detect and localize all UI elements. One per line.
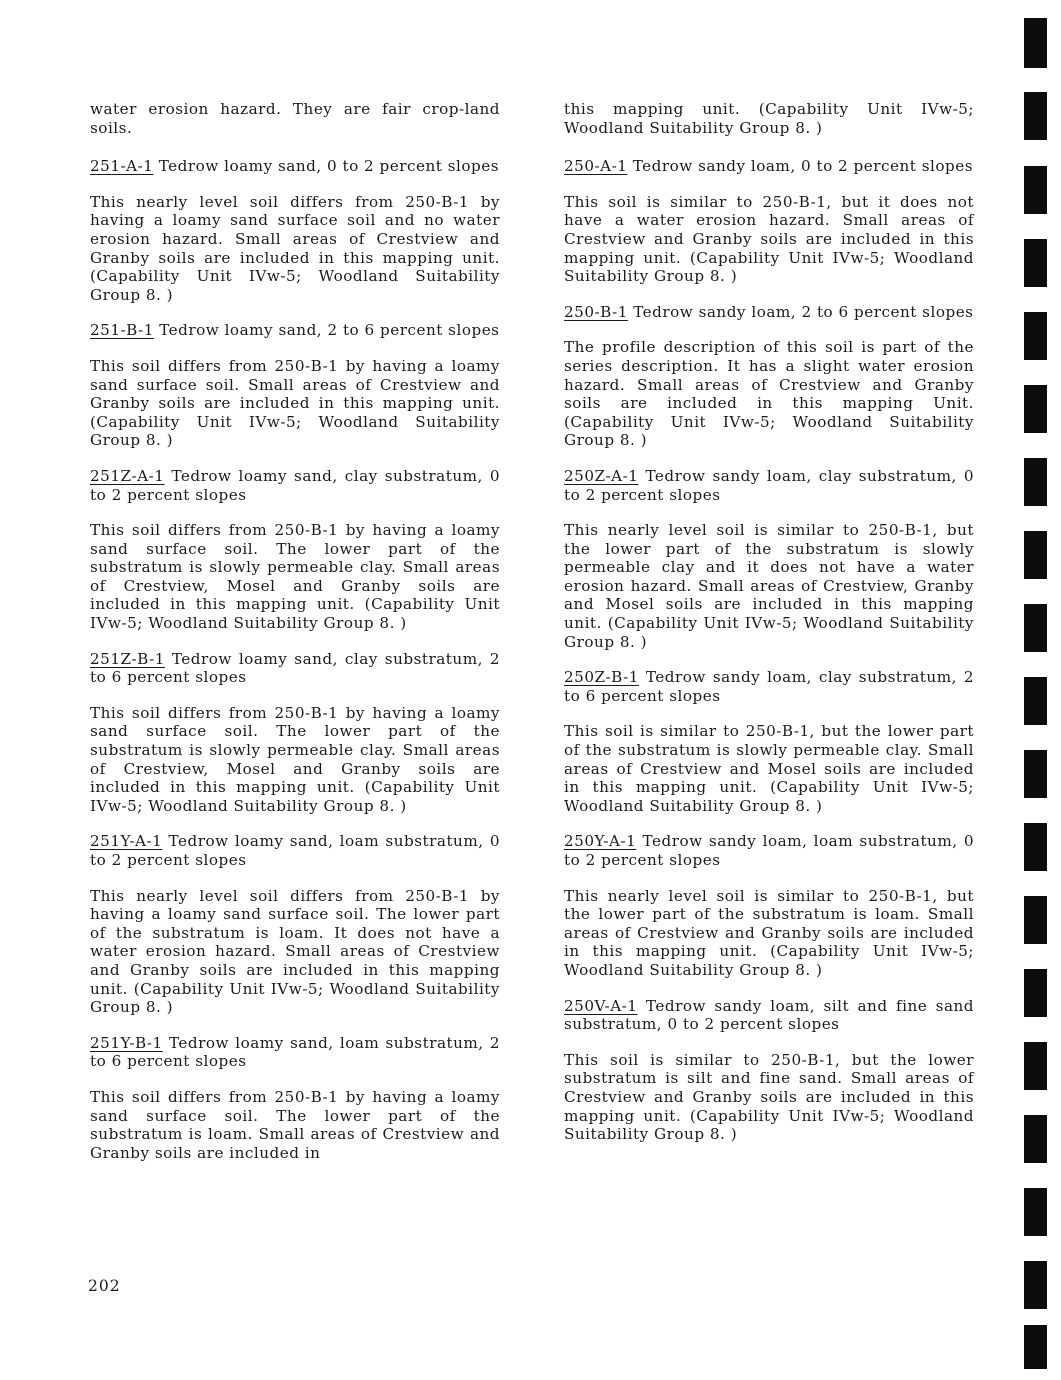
soil-unit-heading bbox=[90, 321, 500, 340]
soil-unit-title: Tedrow loamy sand, clay substratum, 0 to 2 percent slopes bbox=[90, 466, 500, 504]
soil-unit-title: Tedrow loamy sand, 2 to 6 percent slopes bbox=[159, 321, 500, 340]
soil-unit-heading bbox=[564, 997, 974, 1034]
map-symbol: 250Z-B-1 bbox=[564, 668, 639, 687]
map-symbol: 251-B-1 bbox=[90, 321, 154, 340]
map-symbol: 251Z-B-1 bbox=[90, 649, 165, 668]
scan-edge-marks bbox=[1024, 0, 1054, 1380]
paragraph: This nearly level soil differs from 250-B-1 by having a loamy sand surface soil. The lower part of the substratum is loam. It does not have a water erosion hazard. Small areas of Crestview and Granby soils are included in this mapping unit. (Capability Unit IVw-5; Woodland Suitability Group 8. ) bbox=[90, 886, 500, 1017]
soil-unit-heading bbox=[90, 1034, 500, 1071]
soil-unit-title: Tedrow sandy loam, clay substratum, 0 to 2 percent slopes bbox=[564, 466, 974, 504]
soil-unit-title: Tedrow loamy sand, 0 to 2 percent slopes bbox=[158, 157, 500, 176]
scan-mark bbox=[1024, 823, 1047, 871]
soil-unit-heading bbox=[90, 832, 500, 869]
scan-mark bbox=[1024, 1325, 1047, 1369]
soil-unit-heading bbox=[90, 650, 500, 687]
soil-unit-heading bbox=[564, 832, 974, 869]
paragraph: This soil differs from 250-B-1 by having a loamy sand surface soil. The lower part of the substratum is loam. Small areas of Crestview and Granby soils are included in bbox=[90, 1087, 500, 1162]
scan-mark bbox=[1024, 969, 1047, 1017]
left-column bbox=[90, 100, 500, 1179]
scan-mark bbox=[1024, 750, 1047, 798]
soil-unit-heading bbox=[564, 303, 974, 322]
soil-unit-title: Tedrow sandy loam, clay substratum, 2 to 6 percent slopes bbox=[564, 668, 975, 705]
scan-mark bbox=[1024, 531, 1047, 579]
page-number: 202 bbox=[88, 1277, 121, 1295]
paragraph: This soil differs from 250-B-1 by having a loamy sand surface soil. The lower part of the substratum is slowly permeable clay. Small areas of Crestview, Mosel and Granby soils are included in this mapping unit. (Capability Unit IVw-5; Woodland Suitability Group 8. ) bbox=[90, 703, 500, 815]
paragraph: this mapping unit. (Capability Unit IVw-5; Woodland Suitability Group 8. ) bbox=[564, 100, 974, 137]
scan-mark bbox=[1024, 312, 1047, 360]
scan-mark bbox=[1024, 166, 1047, 214]
soil-unit-heading bbox=[564, 668, 974, 705]
map-symbol: 250V-A-1 bbox=[564, 996, 638, 1015]
map-symbol: 250Y-A-1 bbox=[564, 832, 637, 851]
scan-mark bbox=[1024, 239, 1047, 287]
map-symbol: 251Z-A-1 bbox=[90, 466, 165, 485]
scan-mark bbox=[1024, 458, 1047, 506]
scan-mark bbox=[1024, 1261, 1047, 1309]
soil-unit-title: Tedrow sandy loam, silt and fine sand substratum, 0 to 2 percent slopes bbox=[564, 996, 974, 1034]
paragraph: water erosion hazard. They are fair crop-land soils. bbox=[90, 100, 500, 137]
paragraph: This soil differs from 250-B-1 by having a loamy sand surface soil. Small areas of Crestview and Granby soils are included in this mapping unit. (Capability Unit IVw-5; Woodland Suitability Group 8. ) bbox=[90, 356, 500, 450]
soil-unit-title: Tedrow sandy loam, 2 to 6 percent slopes bbox=[633, 302, 974, 321]
paragraph: This soil is similar to 250-B-1, but the lower part of the substratum is slowly permeable clay. Small areas of Crestview and Mosel soils are included in this mapping unit. (Capability Unit IVw-5; Woodland Suitability Group 8. ) bbox=[564, 722, 974, 815]
map-symbol: 251Y-A-1 bbox=[90, 832, 163, 851]
right-column bbox=[564, 100, 974, 1161]
soil-unit-heading bbox=[564, 157, 974, 176]
soil-unit-heading bbox=[90, 157, 500, 176]
map-symbol: 250Z-A-1 bbox=[564, 466, 639, 485]
map-symbol: 251-A-1 bbox=[90, 157, 154, 176]
paragraph: This nearly level soil is similar to 250-B-1, but the lower part of the substratum is loam. Small areas of Crestview and Granby soils are included in this mapping unit. (Capability Unit IVw-5; Woodland Suitability Group 8. ) bbox=[564, 886, 974, 979]
map-symbol: 250-A-1 bbox=[564, 157, 628, 176]
scan-mark bbox=[1024, 1115, 1047, 1163]
scan-mark bbox=[1024, 385, 1047, 433]
scan-mark bbox=[1024, 677, 1047, 725]
soil-unit-title: Tedrow loamy sand, clay substratum, 2 to 6 percent slopes bbox=[90, 649, 501, 687]
paragraph: This nearly level soil differs from 250-B-1 by having a loamy sand surface soil and no water erosion hazard. Small areas of Crestview and Granby soils are included in this mapping unit. (Capability Unit IVw-5; Woodland Suitability Group 8. ) bbox=[90, 192, 500, 304]
soil-unit-heading bbox=[564, 467, 974, 504]
paragraph: This nearly level soil is similar to 250-B-1, but the lower part of the substratum is slowly permeable clay and it does not have a water erosion hazard. Small areas of Crestview, Granby and Mosel soils are included in this mapping unit. (Capability Unit IVw-5; Woodland Suitability Group 8. ) bbox=[564, 521, 974, 651]
map-symbol: 251Y-B-1 bbox=[90, 1033, 163, 1052]
paragraph: The profile description of this soil is part of the series description. It has a slight water erosion hazard. Small areas of Crestview and Granby soils are included in this mapping Unit. (Capability Unit IVw-5; Woodland Suitability Group 8. ) bbox=[564, 338, 974, 450]
scan-mark bbox=[1024, 18, 1047, 68]
soil-unit-title: Tedrow sandy loam, loam substratum, 0 to 2 percent slopes bbox=[564, 832, 974, 869]
scan-mark bbox=[1024, 1042, 1047, 1090]
paragraph: This soil is similar to 250-B-1, but the lower substratum is silt and fine sand. Small areas of Crestview and Granby soils are included in this mapping unit. (Capability Unit IVw-5; Woodland Suitability Group 8. ) bbox=[564, 1050, 974, 1144]
scan-mark bbox=[1024, 1188, 1047, 1236]
soil-unit-title: Tedrow loamy sand, loam substratum, 0 to 2 percent slopes bbox=[90, 832, 500, 869]
soil-unit-heading bbox=[90, 467, 500, 504]
soil-unit-title: Tedrow sandy loam, 0 to 2 percent slopes bbox=[632, 157, 974, 176]
scan-mark bbox=[1024, 896, 1047, 944]
map-symbol: 250-B-1 bbox=[564, 302, 628, 321]
soil-unit-title: Tedrow loamy sand, loam substratum, 2 to 6 percent slopes bbox=[90, 1033, 500, 1071]
scan-mark bbox=[1024, 92, 1047, 140]
scan-mark bbox=[1024, 604, 1047, 652]
paragraph: This soil is similar to 250-B-1, but it does not have a water erosion hazard. Small areas of Crestview and Granby soils are included in this mapping unit. (Capability Unit IVw-5; Woodland Suitability Group 8. ) bbox=[564, 192, 974, 286]
paragraph: This soil differs from 250-B-1 by having a loamy sand surface soil. The lower part of the substratum is slowly permeable clay. Small areas of Crestview, Mosel and Granby soils are included in this mapping unit. (Capability Unit IVw-5; Woodland Suitability Group 8. ) bbox=[90, 521, 500, 633]
